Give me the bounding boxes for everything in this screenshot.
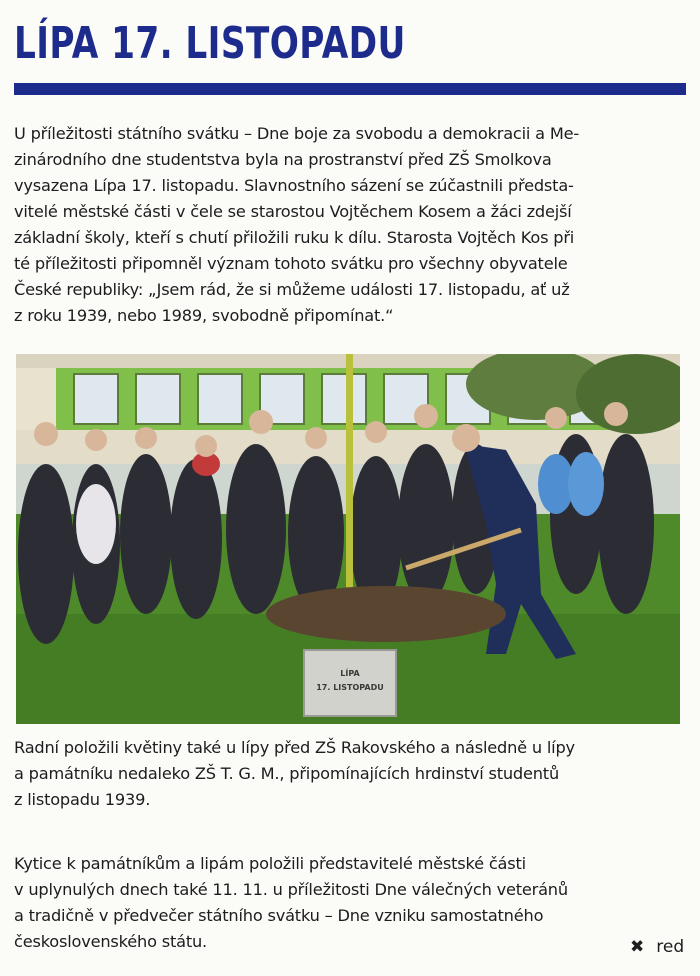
article-photo [16, 354, 680, 724]
stone-line2: 17. LISTOPADU [316, 683, 384, 692]
author-byline [630, 935, 684, 959]
byline-mark-icon: ✖ [630, 937, 645, 957]
article-paragraph-intro: U příležitosti státního svátku – Dne boje za svobodu a demokracii a Me- zinárodního dne studentstva byla na prostranství před ZŠ Smolkova vysazena Lípa 17. listopadu. Slavnostního sázení se zúčastnili předsta- vitelé městské části v čele se starostou Vojtěchem Kosem a žáci zdejší základní školy, kteří s chutí přiložili ruku k dílu. Starosta Vojtěch Kos při té příležitosti připomněl význam tohoto svátku pro všechny obyvatele České republiky: „Jsem rád, že si můžeme události 17. listopadu, ať už z roku 1939, nebo 1989, svobodně připomínat.“ [14, 124, 580, 325]
byline-author: red [656, 937, 685, 957]
article-title: LÍPA 17. LISTOPADU [14, 18, 406, 69]
stone-line1: LÍPA [340, 669, 360, 678]
article-paragraph-wreaths: Kytice k památníkům a lipám položili představitelé městské části v uplynulých dnech také 11. 11. u příležitosti Dne válečných veteránů a tradičně v předvečer státního svátku – Dne vzniku samostatného československého státu. [14, 854, 568, 951]
article-paragraph-flowers: Radní položili květiny také u lípy před ZŠ Rakovského a následně u lípy a památníku nedaleko ZŠ T. G. M., připomínajících hrdinství studentů z listopadu 1939. [14, 738, 575, 809]
title-rule [14, 83, 686, 95]
